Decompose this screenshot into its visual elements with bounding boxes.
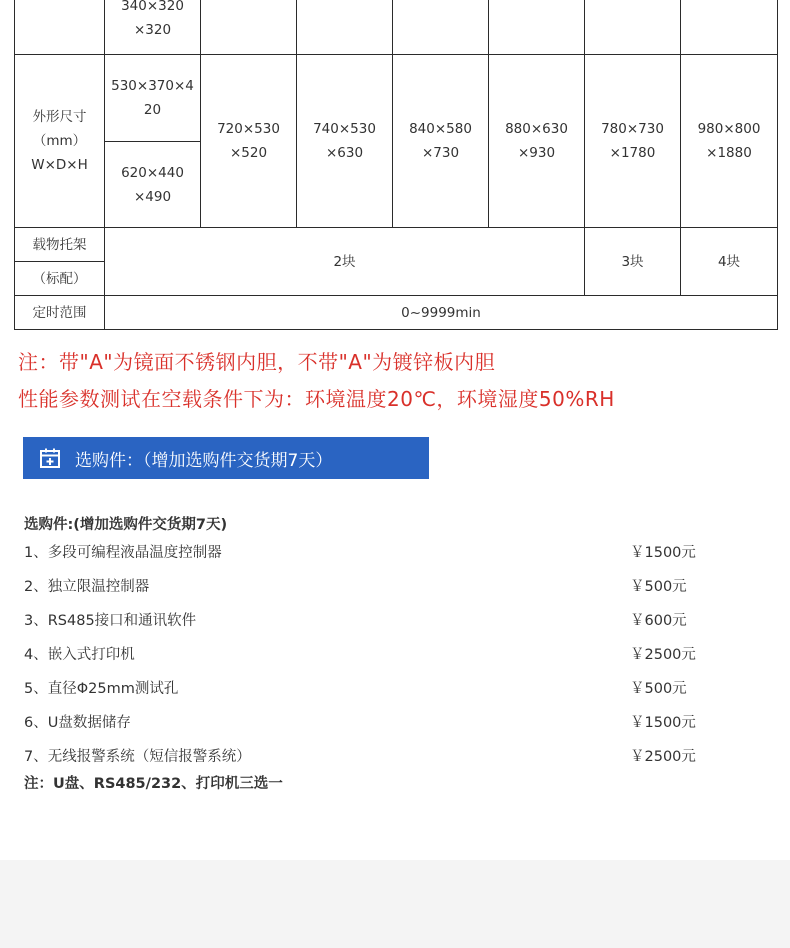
table-row	[15, 0, 778, 55]
table-cell	[585, 0, 681, 55]
cut-off-value: 340×320	[121, 0, 184, 14]
dim-cell-b: 620×440 ×490	[105, 142, 201, 228]
item-price: ￥1500元	[630, 715, 696, 731]
table-cell	[297, 0, 393, 55]
list-item: 1、多段可编程液晶温度控制器	[24, 545, 222, 561]
table-cell	[201, 0, 297, 55]
list-item: 3、RS485接口和通讯软件	[24, 613, 197, 629]
dim-cell-a: 530×370×420	[105, 55, 201, 142]
tray-value: 3块	[585, 228, 681, 296]
list-item: 2、独立限温控制器	[24, 579, 150, 595]
dim-cell: 720×530 ×520	[201, 55, 297, 228]
footer-band	[0, 860, 790, 948]
dim-cell: 840×580 ×730	[393, 55, 489, 228]
dimensions-label: 外形尺寸 （mm） W×D×H	[15, 55, 105, 228]
options-banner	[23, 437, 429, 479]
table-cell	[15, 0, 105, 55]
table-cell	[489, 0, 585, 55]
item-price: ￥500元	[630, 681, 687, 697]
dim-cell: 980×800 ×1880	[681, 55, 778, 228]
dim-cell: 880×630 ×930	[489, 55, 585, 228]
note-liner: 注：带"A"为镜面不锈钢内胆，不带"A"为镀锌板内胆	[18, 350, 496, 374]
table-cell	[393, 0, 489, 55]
item-price: ￥2500元	[630, 749, 696, 765]
dim-cell: 740×530 ×630	[297, 55, 393, 228]
list-item: 6、U盘数据储存	[24, 715, 131, 731]
cell-value: ×320	[133, 21, 172, 38]
item-price: ￥1500元	[630, 545, 696, 561]
table-row	[15, 55, 778, 142]
timer-label: 定时范围	[15, 296, 105, 330]
list-item: 4、嵌入式打印机	[24, 647, 135, 663]
options-title: 选购件:(增加选购件交货期7天)	[24, 517, 228, 533]
item-price: ￥2500元	[630, 647, 696, 663]
tray-label: 载物托架	[15, 228, 105, 262]
table-cell	[105, 0, 201, 55]
calendar-add-icon	[39, 447, 61, 469]
table-cell	[681, 0, 778, 55]
table-row	[15, 296, 778, 330]
item-price: ￥500元	[630, 579, 687, 595]
options-note: 注：U盘、RS485/232、打印机三选一	[24, 776, 283, 792]
table-row	[15, 228, 778, 262]
spec-table	[14, 0, 778, 330]
banner-text: 选购件：（增加选购件交货期7天）	[75, 450, 333, 471]
timer-value: 0~9999min	[105, 296, 778, 330]
list-item: 7、无线报警系统（短信报警系统）	[24, 749, 251, 765]
note-test-conditions: 性能参数测试在空载条件下为：环境温度20℃，环境湿度50%RH	[18, 387, 615, 411]
tray-value: 4块	[681, 228, 778, 296]
tray-value: 2块	[105, 228, 585, 296]
tray-label-std: （标配）	[15, 262, 105, 296]
item-price: ￥600元	[630, 613, 687, 629]
list-item: 5、直径Φ25mm测试孔	[24, 681, 179, 697]
dim-cell: 780×730 ×1780	[585, 55, 681, 228]
